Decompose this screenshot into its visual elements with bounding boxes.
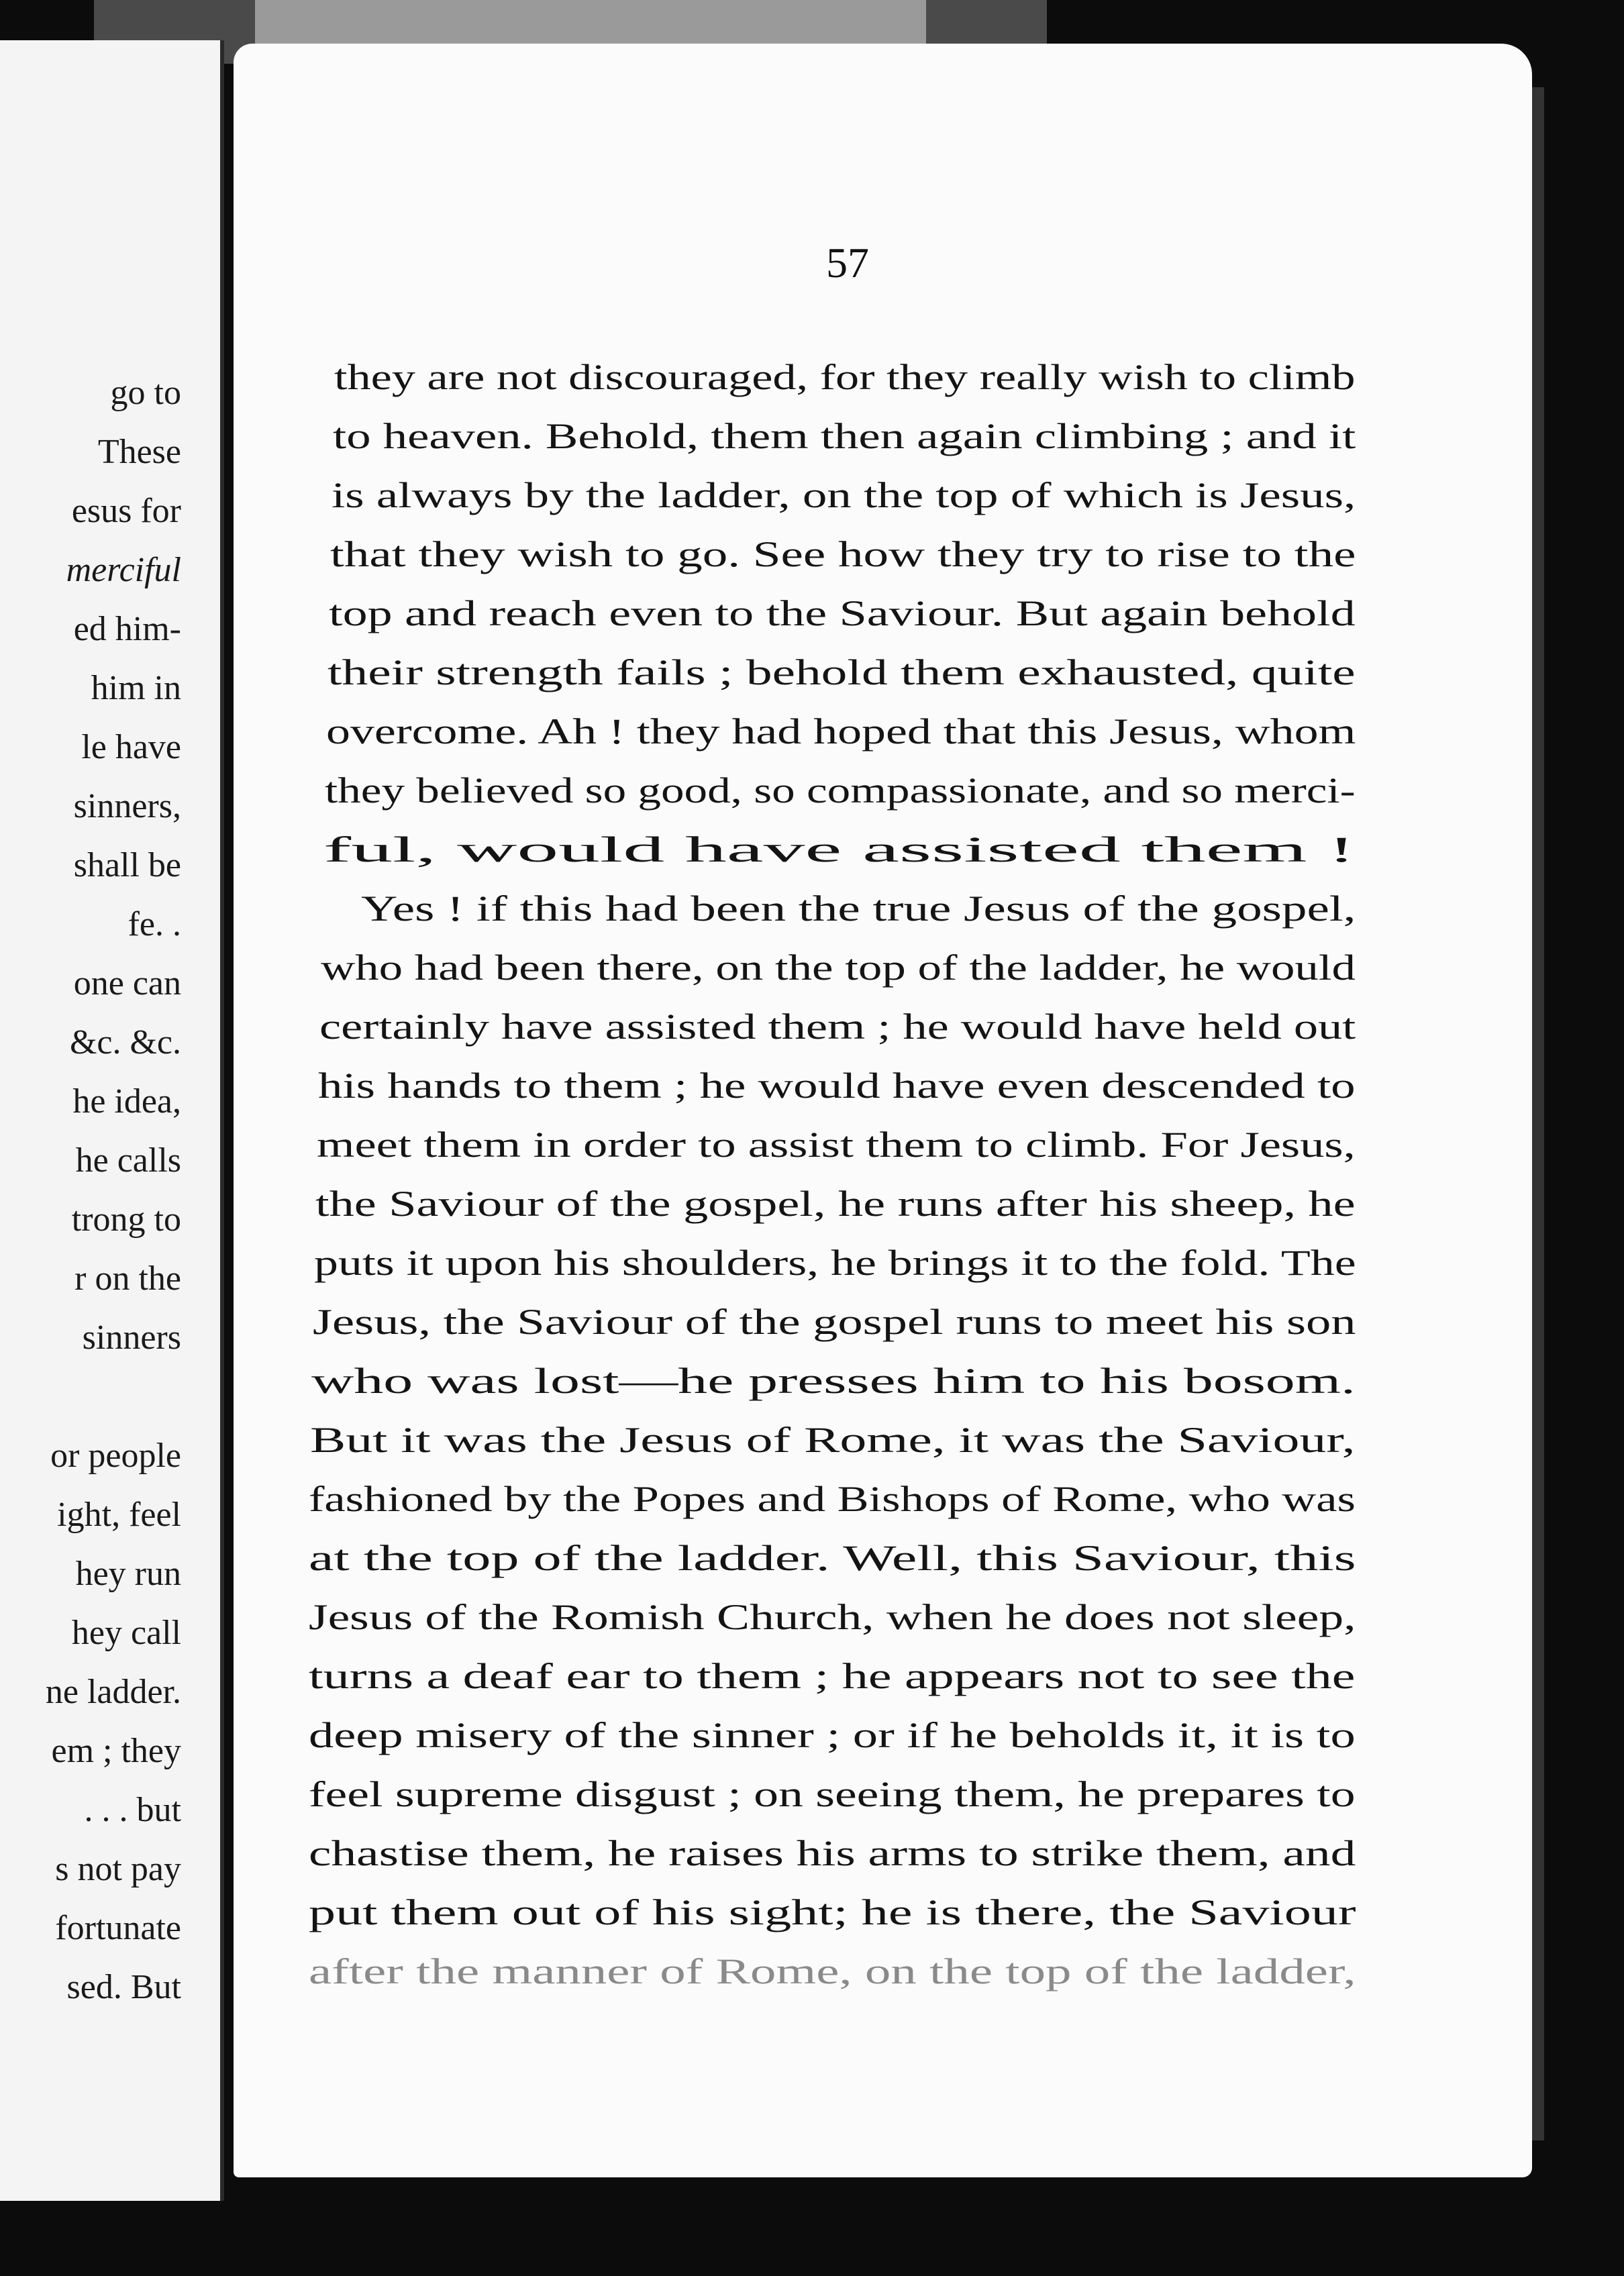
left-page [0, 40, 224, 2201]
left-page-line: em ; they [51, 1732, 181, 1770]
left-page-line: one can [73, 964, 181, 1002]
body-line: certainly have assisted them ; he would have held out [319, 1006, 1356, 1047]
body-line: his hands to them ; he would have even descended to [318, 1066, 1356, 1106]
left-page-line: ight, feel [57, 1496, 181, 1534]
body-line: puts it upon his shoulders, he brings it to the fold. The [314, 1243, 1356, 1283]
body-line: deep misery of the sinner ; or if he beholds it, it is to [309, 1715, 1356, 1755]
left-page-line: These [97, 433, 181, 471]
body-line: who was lost—he presses him to his bosom. [311, 1361, 1356, 1401]
left-page-line: esus for [71, 492, 181, 530]
body-line: after the manner of Rome, on the top of the ladder, [309, 1951, 1356, 1992]
body-line: But it was the Jesus of Rome, it was the Saviour, [310, 1420, 1356, 1460]
left-page-line: he calls [75, 1141, 181, 1180]
left-page-line: ne ladder. [45, 1673, 181, 1711]
left-page-line: go to [110, 374, 181, 412]
body-line: feel supreme disgust ; on seeing them, he prepares to [309, 1774, 1356, 1814]
body-line: they believed so good, so compassionate, and so merci- [325, 770, 1356, 811]
left-page-line: or people [50, 1437, 181, 1475]
body-line: the Saviour of the gospel, he runs after his sheep, he [315, 1184, 1356, 1224]
left-page-line: hey call [71, 1614, 181, 1652]
left-page-line: trong to [71, 1200, 181, 1239]
body-line: at the top of the ladder. Well, this Saviour, this [309, 1538, 1356, 1578]
book-right-edge [1532, 87, 1544, 2140]
body-line: overcome. Ah ! they had hoped that this Jesus, whom [326, 711, 1356, 752]
left-page-line: sinners, [73, 787, 181, 825]
body-line: top and reach even to the Saviour. But again behold [329, 593, 1356, 633]
scan-top-edge-light [255, 0, 926, 47]
body-line: put them out of his sight; he is there, the Saviour [309, 1892, 1356, 1932]
body-line: who had been there, on the top of the ladder, he would [321, 947, 1356, 988]
page-number: 57 [826, 239, 869, 287]
body-line: fashioned by the Popes and Bishops of Rome, who was [309, 1479, 1356, 1519]
body-line: is always by the ladder, on the top of which is Jesus, [332, 475, 1356, 515]
body-line: meet them in order to assist them to climb. For Jesus, [317, 1125, 1356, 1165]
left-page-line: sed. But [66, 1968, 181, 2006]
left-page-line: ed him- [73, 610, 181, 648]
body-line: that they wish to go. See how they try to rise to the [330, 534, 1356, 574]
left-page-line: le have [81, 728, 181, 766]
body-line: Jesus of the Romish Church, when he does not sleep, [309, 1597, 1356, 1637]
body-line: turns a deaf ear to them ; he appears not to see the [309, 1656, 1356, 1696]
left-page-line: shall be [73, 846, 181, 884]
left-page-line: him in [91, 669, 181, 707]
left-page-line: . . . but [84, 1791, 181, 1829]
left-page-line: fortunate [55, 1909, 181, 1947]
body-line: chastise them, he raises his arms to strike them, and [309, 1833, 1356, 1873]
body-line: Jesus, the Saviour of the gospel runs to meet his son [313, 1302, 1356, 1342]
body-line: Yes ! if this had been the true Jesus of the gospel, [361, 888, 1356, 929]
body-line: their strength fails ; behold them exhausted, quite [327, 652, 1356, 692]
body-line: to heaven. Behold, them then again climbing ; and it [333, 416, 1356, 456]
body-line: ful, would have assisted them ! [323, 829, 1356, 870]
left-page-line: &c. &c. [69, 1023, 181, 1062]
left-page-line: fe. . [128, 905, 181, 943]
left-page-line: merciful [66, 551, 181, 589]
body-line: they are not discouraged, for they really wish to climb [334, 357, 1356, 397]
left-page-line: sinners [82, 1318, 181, 1357]
left-page-line: r on the [74, 1259, 181, 1298]
left-page-line: he idea, [72, 1082, 181, 1121]
left-page-line: hey run [75, 1555, 181, 1593]
left-page-line: s not pay [55, 1850, 181, 1888]
